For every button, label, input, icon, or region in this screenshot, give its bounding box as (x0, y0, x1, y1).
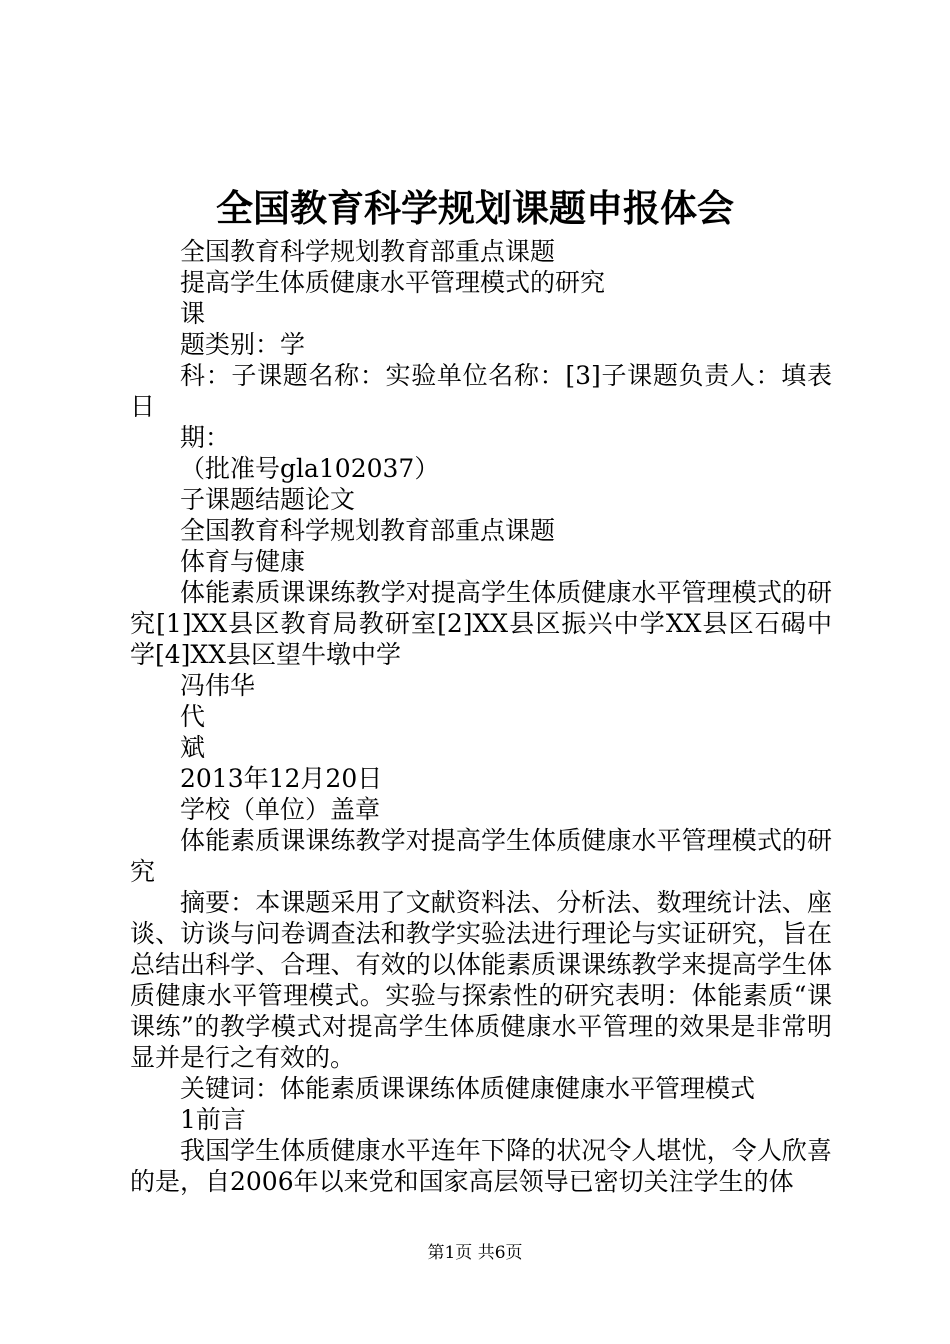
paragraph: 子课题结题论文 (180, 485, 356, 514)
page-footer: 第1页 共6页 (427, 1243, 523, 1263)
paragraph: 学校（单位）盖章 (180, 795, 381, 824)
paragraph: 期： (180, 423, 231, 452)
document-body (130, 236, 832, 1197)
paragraph: 摘要：本课题采用了文献资料法、分析法、数理统计法、座谈、访谈与问卷调查法和教学实验法进行理论与实证研究，旨在总结出科学、合理、有效的以体能素质课课练教学来提高学生体质健康水平管理模式。实验与探索性的研究表明：体能素质“课课练”的教学模式对提高学生体质健康水平管理的效果是非常明显并是行之有效的。 (130, 888, 832, 1072)
paragraph: 1前言 (180, 1105, 246, 1134)
paragraph: （批准号gla102037） (180, 454, 440, 483)
paragraph: 2013年12月20日 (180, 764, 383, 793)
paragraph: 代 (180, 702, 206, 731)
paragraph: 斌 (180, 733, 206, 762)
paragraph: 体能素质课课练教学对提高学生体质健康水平管理模式的研究[1]XX县区教育局教研室[2]XX县区振兴中学XX县区石碣中学[4]XX县区望牛墩中学 (130, 578, 832, 669)
paragraph: 关键词：体能素质课课练体质健康健康水平管理模式 (180, 1074, 756, 1103)
document-title: 全国教育科学规划课题申报体会 (216, 186, 734, 230)
paragraph: 全国教育科学规划教育部重点课题 (180, 237, 556, 266)
paragraph: 课 (180, 299, 206, 328)
paragraph: 我国学生体质健康水平连年下降的状况令人堪忧，令人欣喜的是，自2006年以来党和国家高层领导已密切关注学生的体 (130, 1136, 832, 1196)
paragraph: 提高学生体质健康水平管理模式的研究 (180, 268, 606, 297)
paragraph: 科：子课题名称：实验单位名称：[3]子课题负责人：填表日 (130, 361, 832, 421)
paragraph: 体能素质课课练教学对提高学生体质健康水平管理模式的研究 (130, 826, 832, 886)
paragraph: 冯伟华 (180, 671, 256, 700)
paragraph: 题类别：学 (180, 330, 306, 359)
paragraph: 全国教育科学规划教育部重点课题 (180, 516, 556, 545)
paragraph: 体育与健康 (180, 547, 306, 576)
